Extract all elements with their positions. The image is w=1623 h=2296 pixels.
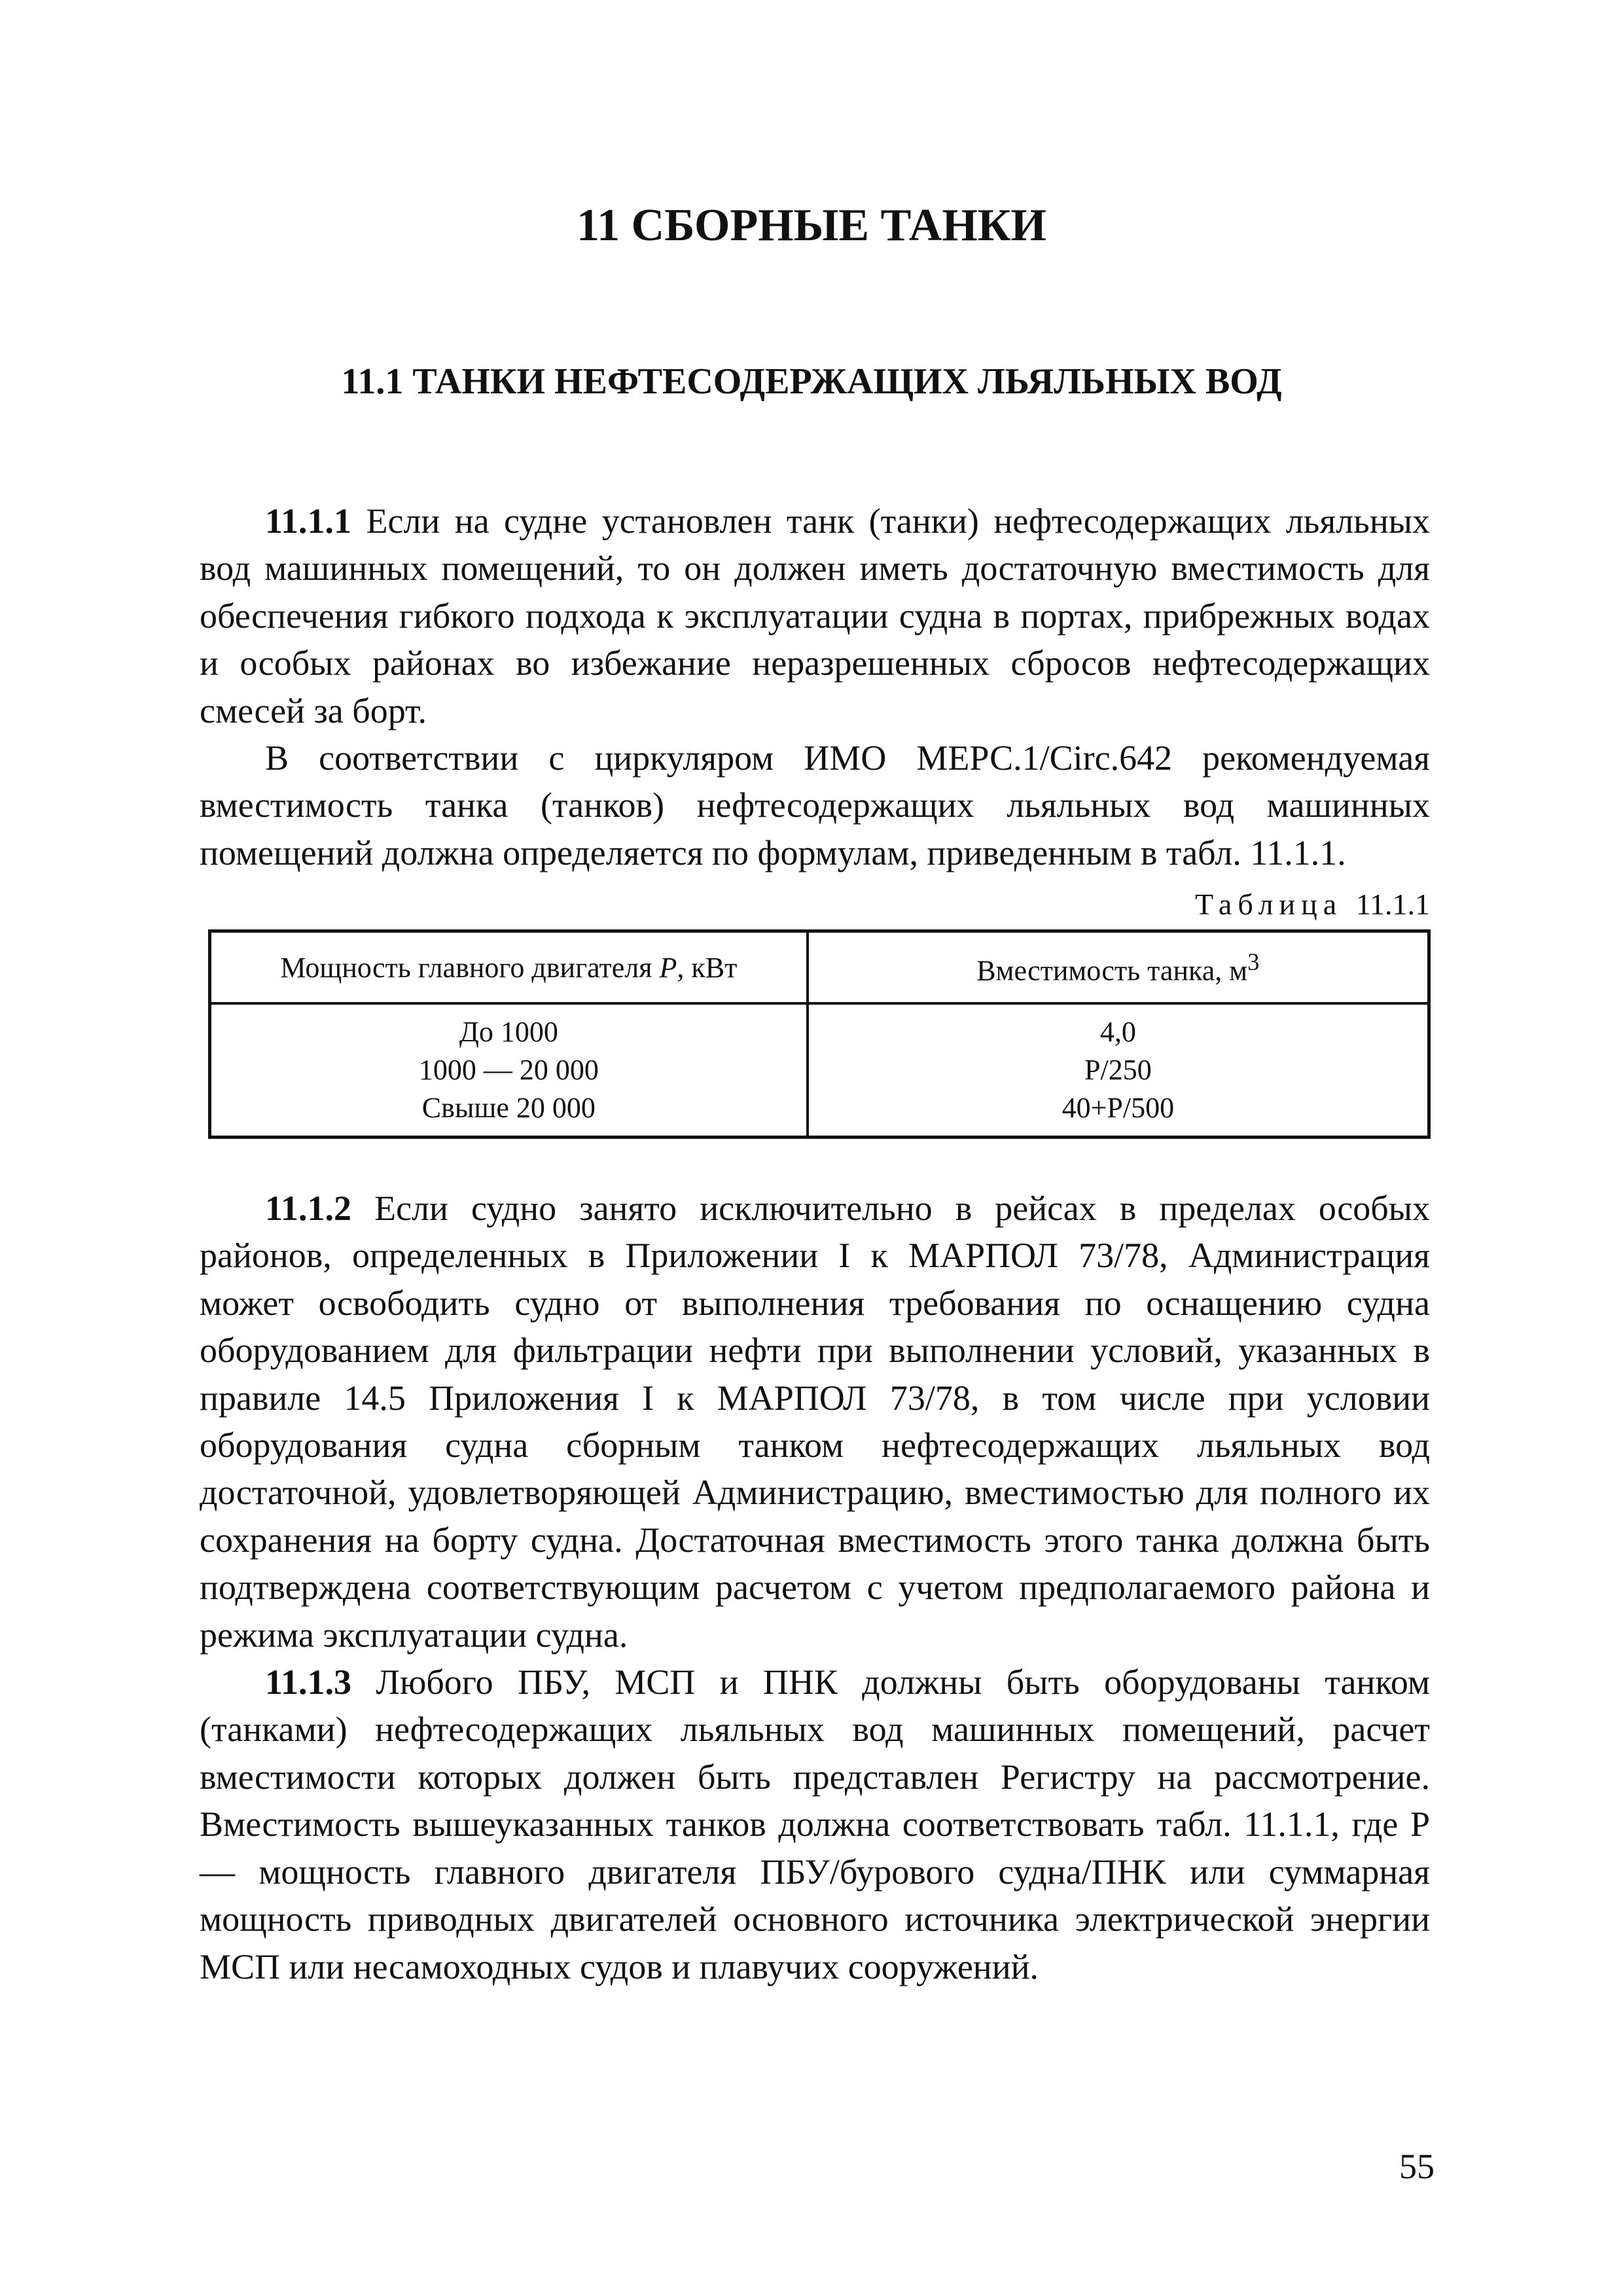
text-block-bottom (200, 1185, 1430, 1990)
power-range-item: Свыше 20 000 (421, 1092, 596, 1124)
power-range-item: До 1000 (459, 1016, 558, 1048)
cell-capacity-values (808, 1003, 1429, 1138)
capacity-value-item: 40+P/500 (1061, 1092, 1175, 1124)
page-number: 55 (1399, 2147, 1435, 2186)
paragraph-imo-circular (200, 734, 1430, 876)
table-caption-number: 11.1.1 (1355, 888, 1430, 921)
header-power-text: Мощность главного двигателя (280, 951, 660, 984)
clause-number: 11.1.2 (265, 1189, 352, 1228)
capacity-value-item: 4,0 (1099, 1016, 1136, 1048)
paragraph-text: Если судно занято исключительно в рейсах в пределах особых районов, определенных в Приложении I к МАРПОЛ 73/78, Администрация может освободить судно от выполнения требования по оснащению судна оборудованием для фильтрации нефти при выполнении условий, указанных в правиле 14.5 Приложения I к МАРПОЛ 73/78, в том числе при условии оборудования судна сборным танком нефтесодержащих льяльных вод достаточной, удовлетворяющей Администрацию, вместимостью для полного их сохранения на борту судна. Достаточная вместимость этого танка должна быть подтверждена соответствующим расчетом с учетом предполагаемого района и режима эксплуатации судна. (200, 1189, 1430, 1655)
clause-number: 11.1.1 (265, 501, 352, 541)
capacity-table (208, 929, 1431, 1139)
paragraph-11-1-2 (200, 1185, 1430, 1659)
table-row (210, 1003, 1429, 1138)
header-capacity-text: Вместимость танка, м (976, 954, 1248, 987)
header-tank-capacity (808, 931, 1429, 1004)
header-engine-power (210, 931, 808, 1004)
section-title: 11.1 ТАНКИ НЕФТЕСОДЕРЖАЩИХ ЛЬЯЛЬНЫХ ВОД (341, 361, 1282, 402)
table-header-row (210, 931, 1429, 1004)
paragraph-11-1-3 (200, 1659, 1430, 1990)
header-power-unit: , кВт (677, 951, 738, 984)
header-power-symbol: P (659, 951, 677, 984)
paragraph-text: Если на судне установлен танк (танки) нефтесодержащих льяльных вод машинных помещений, то он должен иметь достаточную вместимость для обеспечения гибкого подхода к эксплуатации судна в портах, прибрежных водах и особых районах во избежание неразрешенных сбросов нефтесодержащих смесей за борт. (200, 501, 1430, 730)
paragraph-11-1-1 (200, 497, 1430, 734)
power-range-item: 1000 — 20 000 (418, 1054, 599, 1086)
cell-power-ranges (210, 1003, 808, 1138)
table-caption-word: Таблица (1194, 888, 1343, 921)
chapter-title: 11 СБОРНЫЕ ТАНКИ (577, 200, 1046, 251)
paragraph-text: Любого ПБУ, МСП и ПНК должны быть оборудованы танком (танками) нефтесодержащих льяльных вод машинных помещений, расчет вместимости которых должен быть представлен Регистру на рассмотрение. Вместимость вышеуказанных танков должна соответствовать табл. 11.1.1, где P — мощность главного двигателя ПБУ/бурового судна/ПНК или суммарная мощность приводных двигателей основного источника электрической энергии МСП или несамоходных судов и плавучих сооружений. (200, 1662, 1430, 1986)
paragraph-text: В соответствии с циркуляром ИМО МЕРС.1/Circ.642 рекомендуемая вместимость танка (танков) нефтесодержащих льяльных вод машинных помещений должна определяется по формулам, приведенным в табл. 11.1.1. (200, 738, 1430, 872)
capacity-value-item: P/250 (1084, 1054, 1152, 1086)
text-block-top (200, 497, 1430, 876)
header-capacity-exponent: 3 (1247, 948, 1260, 975)
table-caption (1195, 885, 1430, 924)
clause-number: 11.1.3 (265, 1662, 352, 1702)
